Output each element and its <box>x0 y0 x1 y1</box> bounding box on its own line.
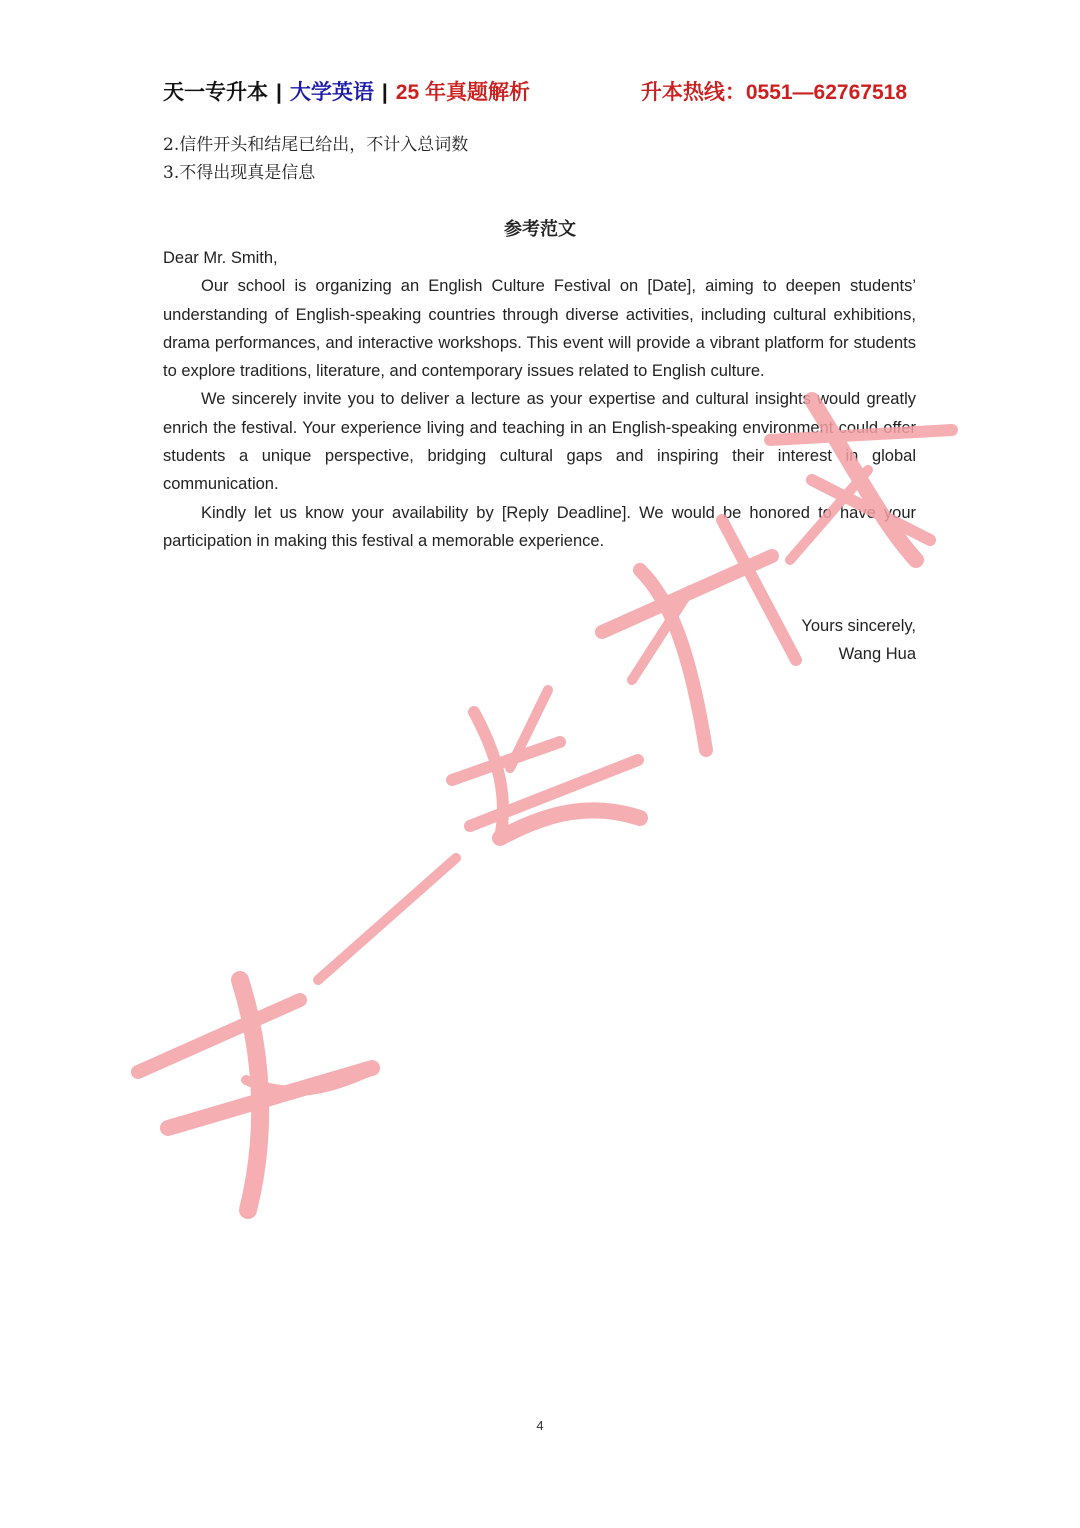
watermark-char-zhuan <box>452 690 640 838</box>
header-separator: | <box>276 81 282 104</box>
header-year-label: 25 年真题解析 <box>395 81 530 104</box>
letter-paragraph: Our school is organizing an English Culture Festival on [Date], aiming to deepen students’ understanding of English-speaking countries through diverse activities, including cultural exhibitions, drama performances, and interactive workshops. This event will provide a vibrant platform for students to explore traditions, literature, and contemporary issues related to English culture. <box>163 277 916 381</box>
instruction-notes <box>163 131 468 187</box>
letter-signature: Wang Hua <box>838 645 916 664</box>
sample-letter <box>163 244 916 555</box>
header-brand: 天一专升本 <box>163 81 268 104</box>
header-hotline: 升本热线：0551—62767518 <box>640 81 907 104</box>
page-number: 4 <box>536 1418 544 1433</box>
letter-closing: Yours sincerely, <box>801 617 916 635</box>
header-separator: | <box>381 81 388 104</box>
header-subject: 大学英语 <box>289 81 374 104</box>
page-header <box>163 76 923 110</box>
instruction-note: 2.信件开头和结尾已给出，不计入总词数 <box>163 135 469 155</box>
instruction-note: 3.不得出现真是信息 <box>163 163 316 183</box>
letter-closing-block <box>801 612 916 669</box>
watermark-char-yi <box>318 858 456 980</box>
essay-title: 参考范文 <box>504 219 576 240</box>
letter-paragraph: We sincerely invite you to deliver a lecture as your expertise and cultural insights would greatly enrich the festival. Your experience living and teaching in an English-speaking environment could offer students a unique perspective, bridging cultural gaps and inspiring their interest in global communication. <box>163 390 916 494</box>
letter-salutation: Dear Mr. Smith, <box>163 249 278 267</box>
watermark-char-tian <box>138 980 372 1210</box>
letter-paragraph: Kindly let us know your availability by [Reply Deadline]. We would be honored to have your participation in making this festival a memorable experience. <box>163 503 916 550</box>
